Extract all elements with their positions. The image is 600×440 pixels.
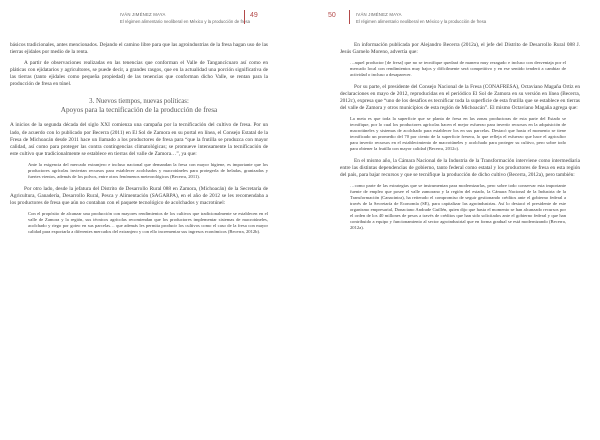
header-rule	[244, 10, 245, 24]
section-heading-line2: Apoyos para la tecnificación de la producción de fresa	[60, 105, 218, 114]
block-quote: La meta es que toda la superficie que se planta de fresa en las zonas productoras de esta parte del Estado se tecnifique, por lo cual los productores agrícolas hacen el mejor esfuerzo para invertir recursos en la adquisición de macrotúneles y sistemas de acolchado para establecer los en sus parcelas. Destacó que hasta el momento se tiene tecnificado un promedio del 70 por ciento de la superficie fresera, lo que refleja el esfuerzo que hace el agricultor para invertir recursos en el establecimiento de macrotúneles y acolchado para proteger su cultivo, pero sobre todo para obtener la frutilla con mayor calidad (Becerra, 2012c).	[350, 115, 566, 151]
paragraph: Por otro lado, desde la jefatura del Distrito de Desarrollo Rural 088 en Zamora, (Michoacán) de la Secretaría de Agricultura, Ganadería, Desarrollo Rural, Pesca y Alimentación (SAGARPA), en el año de 2012 se les recomendaba a los productores de fresa que aún no contaban con el paquete tecnológico de acolchados y macrotúnel:	[10, 185, 268, 207]
page-number: 50	[328, 12, 336, 19]
paragraph: Por su parte, el presidente del Consejo Nacional de la Fresa (CONAFRESA), Octaviano Magaña Ortiz en declaraciones en mayo de 2012, reproducidas en el periódico El Sol de Zamora en su versión en línea (Becerra, 2012c), expresa que “uno de los desafíos es tecnificar toda la superficie de esta frutilla que se establece en tierras del valle de Zamora y otros municipios de esta región de Michoacán”. El mismo Octaviano Magaña agrega que:	[340, 83, 580, 112]
header-title: El régimen alimentario neoliberal en México y la producción de fresa	[356, 19, 487, 24]
running-header	[120, 12, 250, 24]
paragraph: básicos tradicionales, antes mencionados. Dejando el camino libre para que las agroindustrias de la fresa hagan uso de las tierras ejidales por medio de la renta.	[10, 42, 268, 56]
section-heading	[10, 98, 268, 115]
right-page	[300, 0, 600, 440]
header-title: El régimen alimentario neoliberal en México y la producción de fresa	[119, 19, 250, 24]
block-quote: Con el propósito de alcanzar una producción con mayores rendimientos de los cultivos que tradicionalmente se establecen en el valle de Zamora y la región, sus técnicos agrícolas recomiendan que los productores implementar sistemas de macrotúneles, acolchado y riego por goteo en sus parcelas… que además les permita producir los cultivos como el caso de la fresa con mayor calidad para exportarla a diferentes mercados del extranjero y con ello incrementar sus ingresos económicos (Becerra, 2012b).	[28, 210, 268, 234]
page-body	[340, 42, 580, 237]
header-author: IVÁN JIMÉNEZ MAYA	[119, 12, 166, 17]
running-header	[356, 12, 486, 24]
section-heading-line1: 3. Nuevos tiempos, nuevas políticas:	[89, 97, 189, 105]
block-quote: Ante la exigencia del mercado extranjero e incluso nacional que demandan la fresa con mayor higiene, es importante que los productores agrícolas inviertan recursos para establecer acolchados y macrotúneles para protegerla de heladas, granizadas y fuertes vientos, además de los polvos, entre otros fenómenos meteorológicos (Becerra, 2011).	[28, 161, 268, 179]
paragraph: En información publicada por Alejandro Becerra (2012a), el jefe del Distrito de Desarrollo Rural 088 J. Jesús Garnelo Moreno, advertía que:	[340, 42, 580, 56]
page-body	[10, 42, 268, 241]
page-number: 49	[250, 12, 258, 19]
paragraph: A inicios de la segunda década del siglo XXI comienza una campaña por la tecnificación del cultivo de fresa. Por un lado, de acuerdo con lo publicado por Becerra (2011) en El Sol de Zamora en su portal en línea, el Consejo Estatal de la Fresa de Michoacán desde 2011 hace un llamado a los productores de fresa para “que la frutilla se produzca con mayor calidad, así como para proteger las contra contingencias climatológicas; se promueve intensamente la tecnificación de este cultivo que tradicionalmente se establece en tierras del valle de Zamora…”, ya que:	[10, 122, 268, 158]
header-author: IVÁN JIMÉNEZ MAYA	[356, 12, 402, 17]
paragraph: A partir de observaciones realizadas en las tenencias que conforman el Valle de Tangancícuaro así como en pláticas con ejidatarios y agricultores, se puede decir, a grandes rasgos, que en la actualidad una porción significativa de las tierras (tanto ejidales como pequeña propiedad) de las tenencias que conforman dicho Valle, se rentan para la producción de fresa en túnel.	[10, 59, 268, 88]
block-quote: …como parte de las estrategias que se instrumentan para modernizarlas, pero sobre todo conservar esta importante fuente de empleo que posee el valle zamorano y la región del estado, la Cámara Nacional de la Industria de la Transformación (Canacintra), ha reiterado el compromiso de seguir gestionando créditos ante el gobierno federal a través de la Secretaría de Economía (SE), para capitalizar las agroindustrias. Así lo destacó el presidente de este organismo empresarial, Donaciano Andrade Guillén, quien dijo que hasta el momento se han alcanzado recursos por el orden de los 40 millones de pesos a través de créditos que han sido solicitados ante el gobierno federal y que han contribuido a equipo y funcionamiento al sector agroindustrial que en forma gradual se está modernizando (Becerra, 2012a).	[350, 182, 566, 230]
paragraph: En el mismo año, la Cámara Nacional de la Industria de la Transformación interviene como intermediaria entre las distintas dependencias de gobierno, tanto federal como estatal y los productores de fresa en esta región del país, para bajar recursos y que se tecnifique la producción de dicho cultivo (Becerra, 2012a), pero también:	[340, 157, 580, 179]
header-rule	[349, 10, 350, 24]
block-quote: …aquel productor [de fresa] que no se tecnifique quedará de manera muy rezagado e incluso con desventaja por el mercado local con rendimientos muy bajos y difícilmente será competitivo y en ese sentido tenderá a cambiar de actividad o incluso a desaparecer.	[350, 59, 566, 77]
